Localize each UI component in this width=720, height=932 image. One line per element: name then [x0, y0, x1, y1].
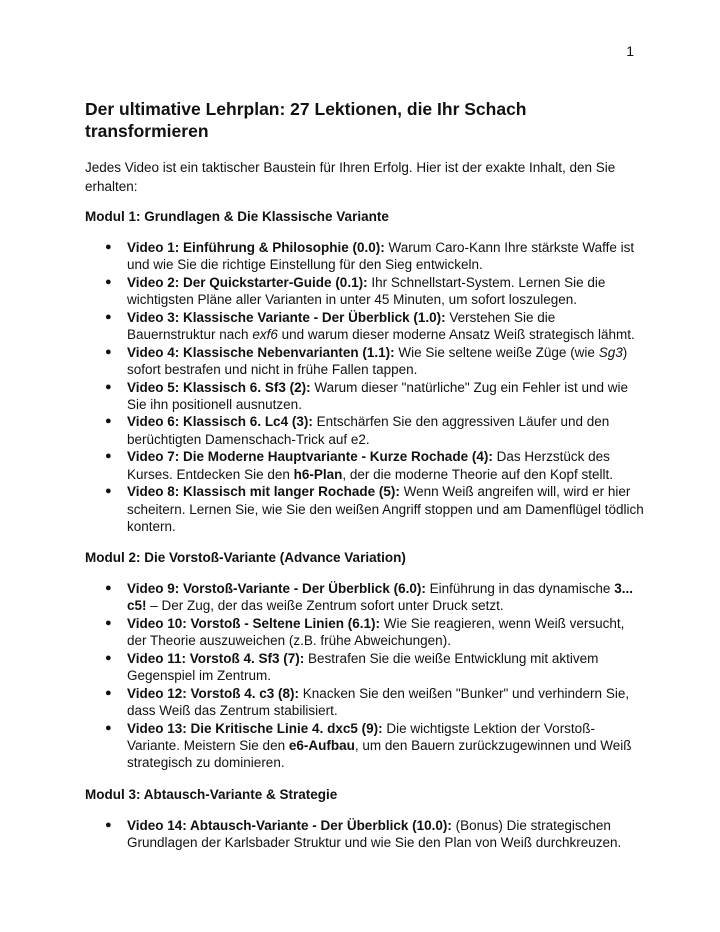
video-list-item [85, 379, 645, 414]
highlight-term: 3... c5! [127, 581, 633, 614]
video-title: Video 3: Klassische Variante - Der Überblick (1.0): [127, 309, 446, 325]
bullet-icon: ● [105, 241, 112, 253]
video-description: Knacken Sie den weißen "Bunker" und verhindern Sie, dass Weiß das Zentrum stabilisiert. [127, 685, 630, 719]
video-title: Video 5: Klassisch 6. Sf3 (2): [127, 379, 311, 395]
video-description: Das Herzstück des Kurses. Entdecken Sie den [127, 449, 610, 482]
video-description: Bestrafen Sie die weiße Entwicklung mit aktivem Gegenspiel im Zentrum. [127, 650, 599, 684]
video-list-item [85, 483, 645, 535]
video-description-cont: – Der Zug, der das weiße Zentrum sofort unter Druck setzt. [146, 598, 504, 614]
bullet-icon: ● [105, 485, 112, 498]
document-title: Der ultimative Lehrplan: 27 Lektionen, die Ihr Schach transformieren [85, 99, 527, 141]
bullet-icon: ● [105, 310, 112, 323]
video-description: (Bonus) Die strategischen Grundlagen der Karlsbader Struktur und wie Sie den Plan von Weiß durchkreuzen. [127, 817, 622, 850]
video-title: Video 10: Vorstoß - Seltene Linien (6.1): [127, 616, 381, 632]
video-description: Warum dieser "natürliche" Zug ein Fehler ist und wie Sie ihn positionell ausnutzen. [127, 379, 629, 412]
video-list [85, 239, 645, 535]
module-heading: Modul 1: Grundlagen & Die Klassische Variante [85, 209, 389, 224]
module-heading: Modul 3: Abtausch-Variante & Strategie [85, 786, 338, 802]
video-description: Einführung in das dynamische [425, 581, 615, 597]
video-list-item [85, 580, 645, 615]
modules-container [85, 208, 645, 851]
video-description-cont: , der die moderne Theorie auf den Kopf stellt. [342, 466, 614, 482]
video-description: Wenn Weiß angreifen will, wird er hier scheitern. Lernen Sie, wie Sie den weißen Angriff stoppen und am Damenflügel tödlich kontern. [127, 484, 644, 534]
notation-move: Sg3 [598, 344, 623, 360]
video-list-item [85, 615, 645, 650]
bullet-icon: ● [105, 582, 112, 595]
video-list-item [85, 817, 645, 852]
video-description: Die wichtigste Lektion der Vorstoß-Variante. Meistern Sie den [127, 720, 595, 753]
module-heading: Modul 2: Die Vorstoß-Variante (Advance Variation) [85, 550, 406, 566]
bullet-icon: ● [105, 345, 112, 358]
video-title: Video 8: Klassisch mit langer Rochade (5): [127, 484, 400, 500]
video-description: Verstehen Sie die Bauernstruktur nach [127, 309, 556, 343]
video-list-item [85, 344, 645, 379]
video-list-item [85, 239, 645, 274]
video-title: Video 6: Klassisch 6. Lc4 (3): [127, 414, 313, 430]
notation-move: exf6 [252, 327, 278, 343]
video-description: Entschärfen Sie den aggressiven Läufer und den berüchtigten Damenschach-Trick auf e2. [127, 414, 610, 447]
video-description: Ihr Schnellstart-System. Lernen Sie die wichtigsten Pläne aller Varianten in unter 45 Minuten, um sofort loszulegen. [127, 274, 606, 308]
video-list [85, 580, 645, 771]
bullet-icon: ● [105, 818, 112, 831]
video-title: Video 2: Der Quickstarter-Guide (0.1): [127, 274, 368, 290]
video-description: Wie Sie seltene weiße Züge (wie [394, 344, 599, 360]
bullet-icon: ● [105, 651, 112, 664]
video-description: Wie Sie reagieren, wenn Weiß versucht, der Theorie auszuweichen (z.B. frühe Abweichungen). [127, 616, 625, 649]
video-list-item [85, 274, 645, 309]
video-list-item [85, 413, 645, 448]
video-title: Video 4: Klassische Nebenvarianten (1.1): [127, 344, 395, 360]
video-description: Warum Caro-Kann Ihre stärkste Waffe ist und wie Sie die richtige Einstellung für den Sieg entwickeln. [127, 240, 635, 273]
video-title: Video 7: Die Moderne Hauptvariante - Kurze Rochade (4): [127, 449, 493, 465]
video-list-item [85, 309, 645, 344]
intro-paragraph: Jedes Video ist ein taktischer Baustein für Ihren Erfolg. Hier ist der exakte Inhalt, den Sie erhalten: [85, 160, 616, 194]
document-content [85, 98, 645, 865]
video-description-cont: ) sofort bestrafen und nicht in frühe Fallen tappen. [127, 344, 628, 377]
video-title: Video 14: Abtausch-Variante - Der Überblick (10.0): [127, 817, 452, 833]
video-list-item [85, 650, 645, 685]
video-list [85, 817, 645, 852]
video-list-item [85, 720, 645, 772]
bullet-icon: ● [105, 617, 112, 630]
video-title: Video 13: Die Kritische Linie 4. dxc5 (9): [127, 720, 383, 736]
bullet-icon: ● [105, 380, 112, 393]
video-list-item [85, 448, 645, 483]
highlight-term: h6-Plan [293, 466, 343, 482]
video-list-item [85, 685, 645, 720]
bullet-icon: ● [105, 721, 112, 734]
video-title: Video 12: Vorstoß 4. c3 (8): [127, 685, 300, 701]
video-title: Video 9: Vorstoß-Variante - Der Überblick (6.0): [127, 581, 426, 597]
video-title: Video 1: Einführung & Philosophie (0.0): [127, 240, 385, 255]
bullet-icon: ● [105, 450, 112, 463]
bullet-icon: ● [105, 275, 112, 288]
highlight-term: e6-Aufbau [288, 737, 355, 753]
video-description-cont: , um den Bauern zurückzugewinnen und Weiß strategisch zu dominieren. [127, 737, 632, 771]
page-number: 1 [626, 43, 634, 59]
video-title: Video 11: Vorstoß 4. Sf3 (7): [127, 650, 305, 666]
bullet-icon: ● [105, 415, 112, 428]
bullet-icon: ● [105, 686, 112, 699]
video-description-cont: und warum dieser moderne Ansatz Weiß strategisch lähmt. [277, 327, 635, 343]
